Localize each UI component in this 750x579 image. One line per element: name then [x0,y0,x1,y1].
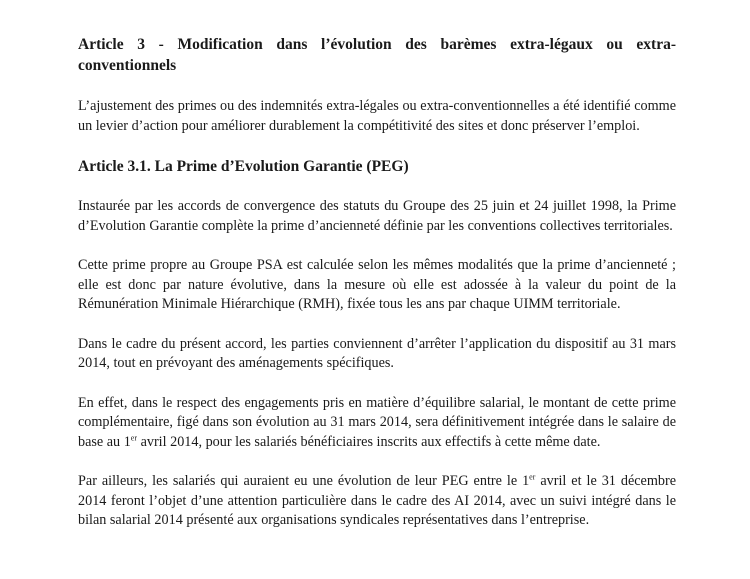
article-3-1-heading: Article 3.1. La Prime d’Evolution Garantie (PEG) [78,158,409,175]
peg-paragraph-5-text-a: Par ailleurs, les salariés qui auraient eu une évolution de leur PEG entre le 1 [78,473,530,489]
peg-paragraph-4 [78,394,676,453]
article-3-heading: Article 3 - Modification dans l’évolution des barèmes extra-légaux ou extra-conventionnels [78,36,676,74]
article-3-intro-paragraph: L’ajustement des primes ou des indemnités extra-légales ou extra-conventionnelles a été identifié comme un levier d’action pour améliorer durablement la compétitivité des sites et donc préserver l’emploi. [78,98,676,134]
peg-paragraph-4-text-a: En effet, dans le respect des engagements pris en matière d’équilibre salarial, le montant de cette prime complémentaire, figé dans son évolution au 31 mars 2014, sera définitivement intégrée dans le salaire de base au 1 [78,394,676,450]
ordinal-superscript: er [130,432,138,442]
document-page [78,34,676,551]
ordinal-superscript: er [529,472,536,482]
peg-paragraph-5 [78,472,676,531]
peg-paragraph-1: Instaurée par les accords de convergence des statuts du Groupe des 25 juin et 24 juillet 1998, la Prime d’Evolution Garantie complète la prime d’ancienneté définie par les conventions collectives territoriales. [78,198,676,234]
peg-paragraph-5-text-b: avril et le 31 décembre 2014 feront l’objet d’une attention particulière dans le cadre des AI 2014, avec un suivi intégré dans le bilan salarial 2014 présenté aux organisations syndicales représentatives dans l’entreprise. [78,473,676,528]
peg-paragraph-4-text-b: avril 2014, pour les salariés bénéficiaires inscrits aux effectifs à cette même date. [137,433,601,450]
peg-paragraph-3: Dans le cadre du présent accord, les parties conviennent d’arrêter l’application du dispositif au 31 mars 2014, tout en prévoyant des aménagements spécifiques. [78,335,676,371]
peg-paragraph-2: Cette prime propre au Groupe PSA est calculée selon les mêmes modalités que la prime d’ancienneté ; elle est donc par nature évolutive, dans la mesure où elle est adossée à la valeur du point de la Rémunération Minimale Hiérarchique (RMH), fixée tous les ans par chaque UIMM territoriale. [78,257,676,312]
